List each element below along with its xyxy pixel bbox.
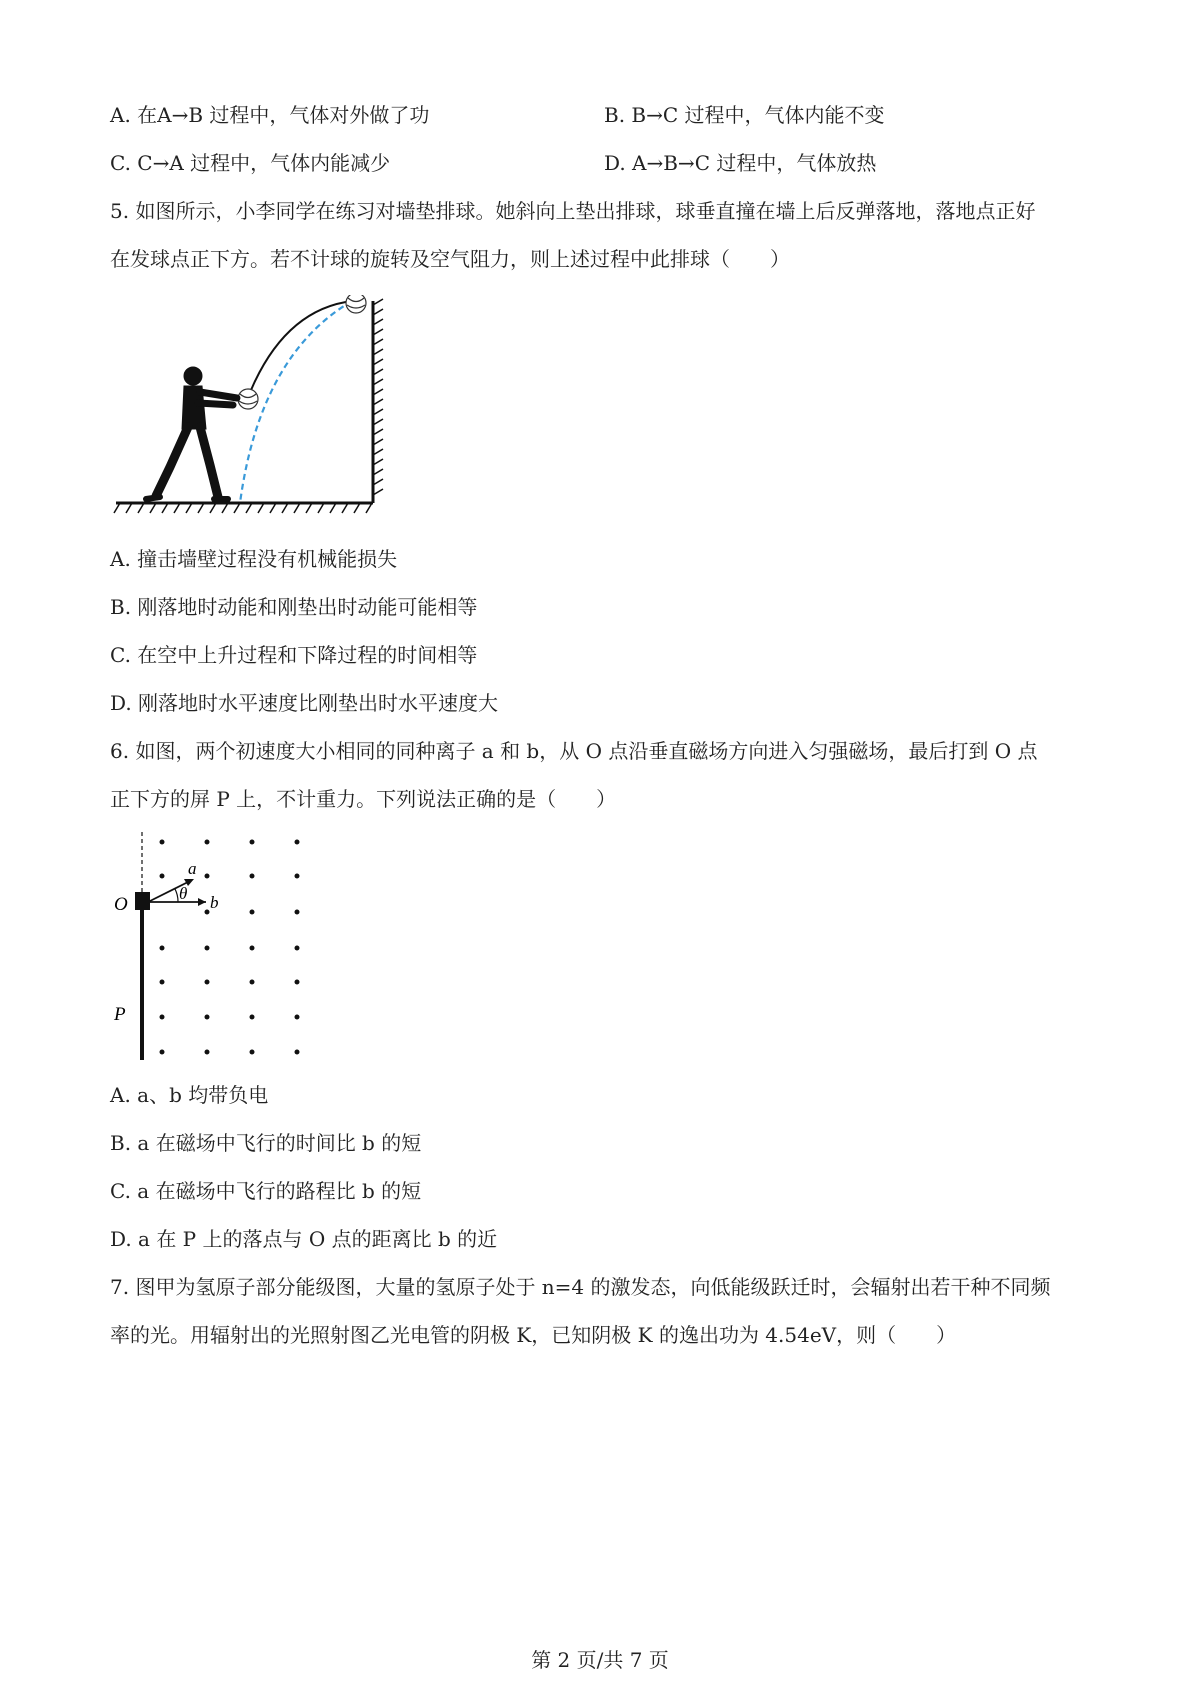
label-b: b: [210, 893, 219, 912]
q4-option-d: D. A→B→C 过程中，气体放热: [604, 151, 877, 175]
o-source-block: [135, 892, 150, 910]
q6-option-c: C. a 在磁场中飞行的路程比 b 的短: [110, 1179, 422, 1203]
page-footer: 第 2 页/共 7 页: [531, 1648, 669, 1672]
q6-option-d: D. a 在 P 上的落点与 O 点的距离比 b 的近: [110, 1227, 498, 1251]
theta-arc: [175, 889, 178, 902]
q5-stem-line1: 5. 如图所示，小李同学在练习对墙垫排球。她斜向上垫出排球，球垂直撞在墙上后反弹落地，落地点正好: [110, 199, 1036, 223]
label-p: P: [114, 1004, 126, 1025]
q4-option-a: A. 在A→B 过程中，气体对外做了功: [110, 103, 430, 127]
q6-stem-line2: 正下方的屏 P 上，不计重力。下列说法正确的是（ ）: [110, 787, 617, 811]
q5-option-b: B. 刚落地时动能和刚垫出时动能可能相等: [110, 595, 478, 619]
q6-option-b: B. a 在磁场中飞行的时间比 b 的短: [110, 1131, 422, 1155]
q6-option-a: A. a、b 均带负电: [110, 1083, 269, 1107]
player-silhouette: [146, 367, 237, 499]
arrowhead-b: [198, 898, 206, 906]
q5-stem-line2: 在发球点正下方。若不计球的旋转及空气阻力，则上述过程中此排球（ ）: [110, 247, 790, 271]
q4-option-c: C. C→A 过程中，气体内能减少: [110, 151, 391, 175]
q7-stem-line2: 率的光。用辐射出的光照射图乙光电管的阴极 K，已知阴极 K 的逸出功为 4.54eV，则（ ）: [110, 1323, 957, 1347]
q5-option-d: D. 刚落地时水平速度比刚垫出时水平速度大: [110, 691, 499, 715]
label-a: a: [188, 859, 197, 878]
q5-volleyball-figure: [110, 295, 390, 520]
label-theta: θ: [179, 884, 188, 903]
volleyball-bottom: [238, 389, 258, 409]
q5-option-a: A. 撞击墙壁过程没有机械能损失: [110, 547, 398, 571]
volleyball-top: [346, 295, 366, 313]
q6-stem-line1: 6. 如图，两个初速度大小相同的同种离子 a 和 b，从 O 点沿垂直磁场方向进入匀强磁场，最后打到 O 点: [110, 739, 1038, 763]
magnetic-field-dots: [160, 840, 300, 1055]
label-o: O: [114, 894, 128, 915]
upward-trajectory: [245, 301, 352, 405]
q6-magnetic-field-figure: [110, 828, 310, 1068]
q5-option-c: C. 在空中上升过程和下降过程的时间相等: [110, 643, 478, 667]
q4-option-b: B. B→C 过程中，气体内能不变: [604, 103, 885, 127]
q7-stem-line1: 7. 图甲为氢原子部分能级图，大量的氢原子处于 n=4 的激发态，向低能级跃迁时，会辐射出若干种不同频: [110, 1275, 1051, 1299]
